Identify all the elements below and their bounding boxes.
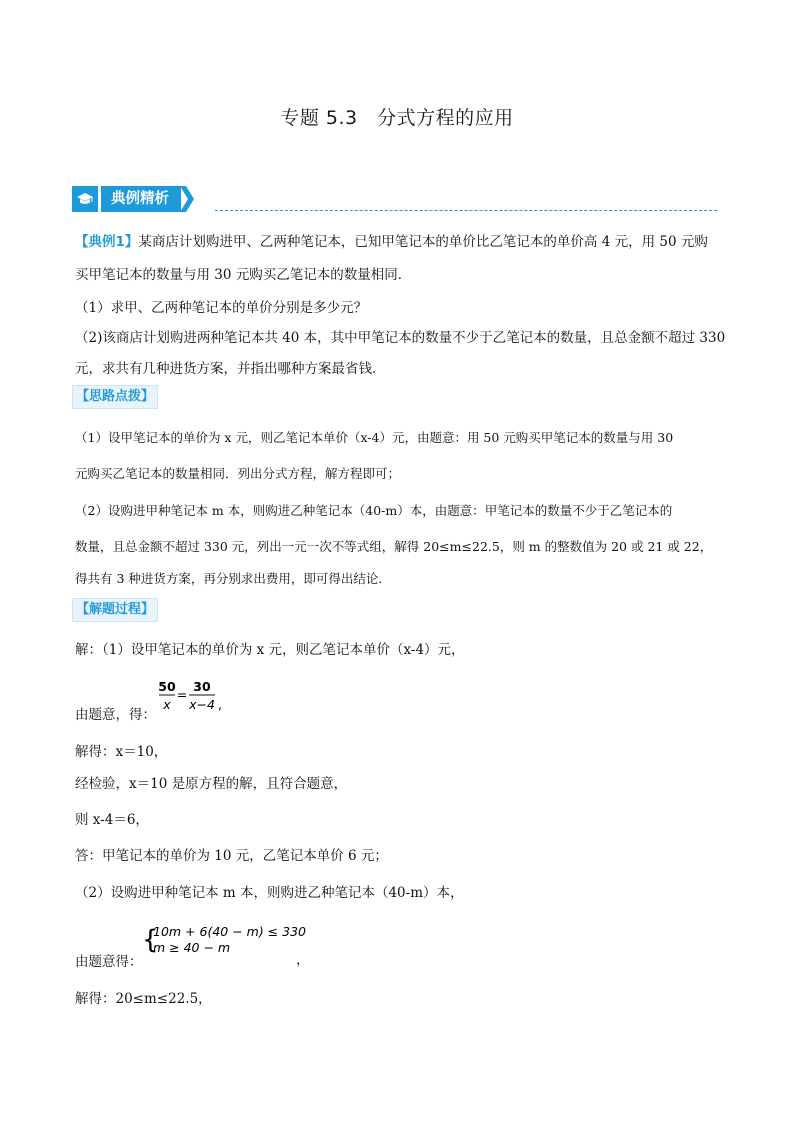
- question-2-line-1: （2)该商店计划购进两种笔记本共 40 本，其中甲笔记本的数量不少于乙笔记本的数量，且总金额不超过 330: [75, 330, 726, 346]
- fraction-comma: ,: [218, 697, 222, 712]
- graduation-cap-icon: [72, 186, 98, 212]
- hint-line-5: 得共有 3 种进货方案，再分别求出费用，即可得出结论．: [75, 571, 391, 586]
- solution-line-3: 解得：x＝10，: [75, 744, 168, 760]
- hint-line-4: 数量，且总金额不超过 330 元，列出一元一次不等式组，解得 20≤m≤22.5，则 m 的整数值为 20 或 21 或 22，: [75, 539, 713, 554]
- system-brace: {: [142, 925, 159, 955]
- question-1: （1）求甲、乙两种笔记本的单价分别是多少元？: [75, 300, 368, 316]
- system-row-2: m ≥ 40 − m: [153, 940, 231, 955]
- section-banner: [72, 186, 196, 212]
- fraction-left-numerator: 50: [158, 679, 176, 694]
- solution-tag: 【解题过程】: [72, 598, 158, 622]
- solution-line-6: 答：甲笔记本的单价为 10 元，乙笔记本单价 6 元；: [75, 848, 388, 864]
- fraction-left-denominator: x: [163, 697, 171, 712]
- fraction-equation: [158, 678, 238, 718]
- fraction-equals: =: [176, 687, 188, 702]
- example-line-2: 买甲笔记本的数量与用 30 元购买乙笔记本的数量相同．: [75, 267, 412, 283]
- solution-line-2: 由题意，得：: [75, 707, 156, 723]
- hint-line-3: （2）设购进甲种笔记本 m 本，则购进乙种笔记本（40-m）本，由题意：甲笔记本的数量不少于乙笔记本的: [75, 503, 673, 518]
- chevron-right-icon: [180, 186, 196, 212]
- inequality-system: [142, 922, 312, 962]
- solution-line-7: （2）设购进甲种笔记本 m 本，则购进乙种笔记本（40-m）本，: [75, 885, 464, 901]
- example-line-1: [75, 230, 708, 250]
- system-comma: ，: [296, 952, 310, 968]
- hint-line-2: 元购买乙笔记本的数量相同．列出分式方程，解方程即可；: [75, 466, 401, 481]
- solution-line-8: 由题意得：: [75, 954, 143, 970]
- section-banner-label: 典例精析: [101, 186, 181, 212]
- example-text-1: 某商店计划购进甲、乙两种笔记本，已知甲笔记本的单价比乙笔记本的单价高 4 元，用 50 元购: [138, 234, 708, 250]
- solution-line-1: 解：（1）设甲笔记本的单价为 x 元，则乙笔记本单价（x-4）元，: [75, 642, 465, 658]
- solution-line-9: 解得：20≤m≤22.5，: [75, 991, 212, 1007]
- question-2-line-2: 元，求共有几种进货方案，并指出哪种方案最省钱．: [75, 361, 386, 377]
- fraction-right-denominator: x−4: [189, 697, 215, 712]
- example-tag: 【典例1】: [75, 234, 139, 250]
- page-title: 专题 5.3 分式方程的应用: [280, 107, 514, 129]
- solution-line-5: 则 x-4＝6，: [75, 812, 149, 828]
- section-divider: [215, 210, 717, 211]
- hint-line-1: （1）设甲笔记本的单价为 x 元，则乙笔记本单价（x-4）元，由题意：用 50 元购买甲笔记本的数量与用 30: [75, 430, 674, 445]
- solution-line-4: 经检验，x＝10 是原方程的解，且符合题意，: [75, 776, 348, 792]
- fraction-right-numerator: 30: [193, 679, 211, 694]
- system-row-1: 10m + 6(40 − m) ≤ 330: [153, 924, 306, 939]
- hint-tag: 【思路点拨】: [72, 385, 158, 409]
